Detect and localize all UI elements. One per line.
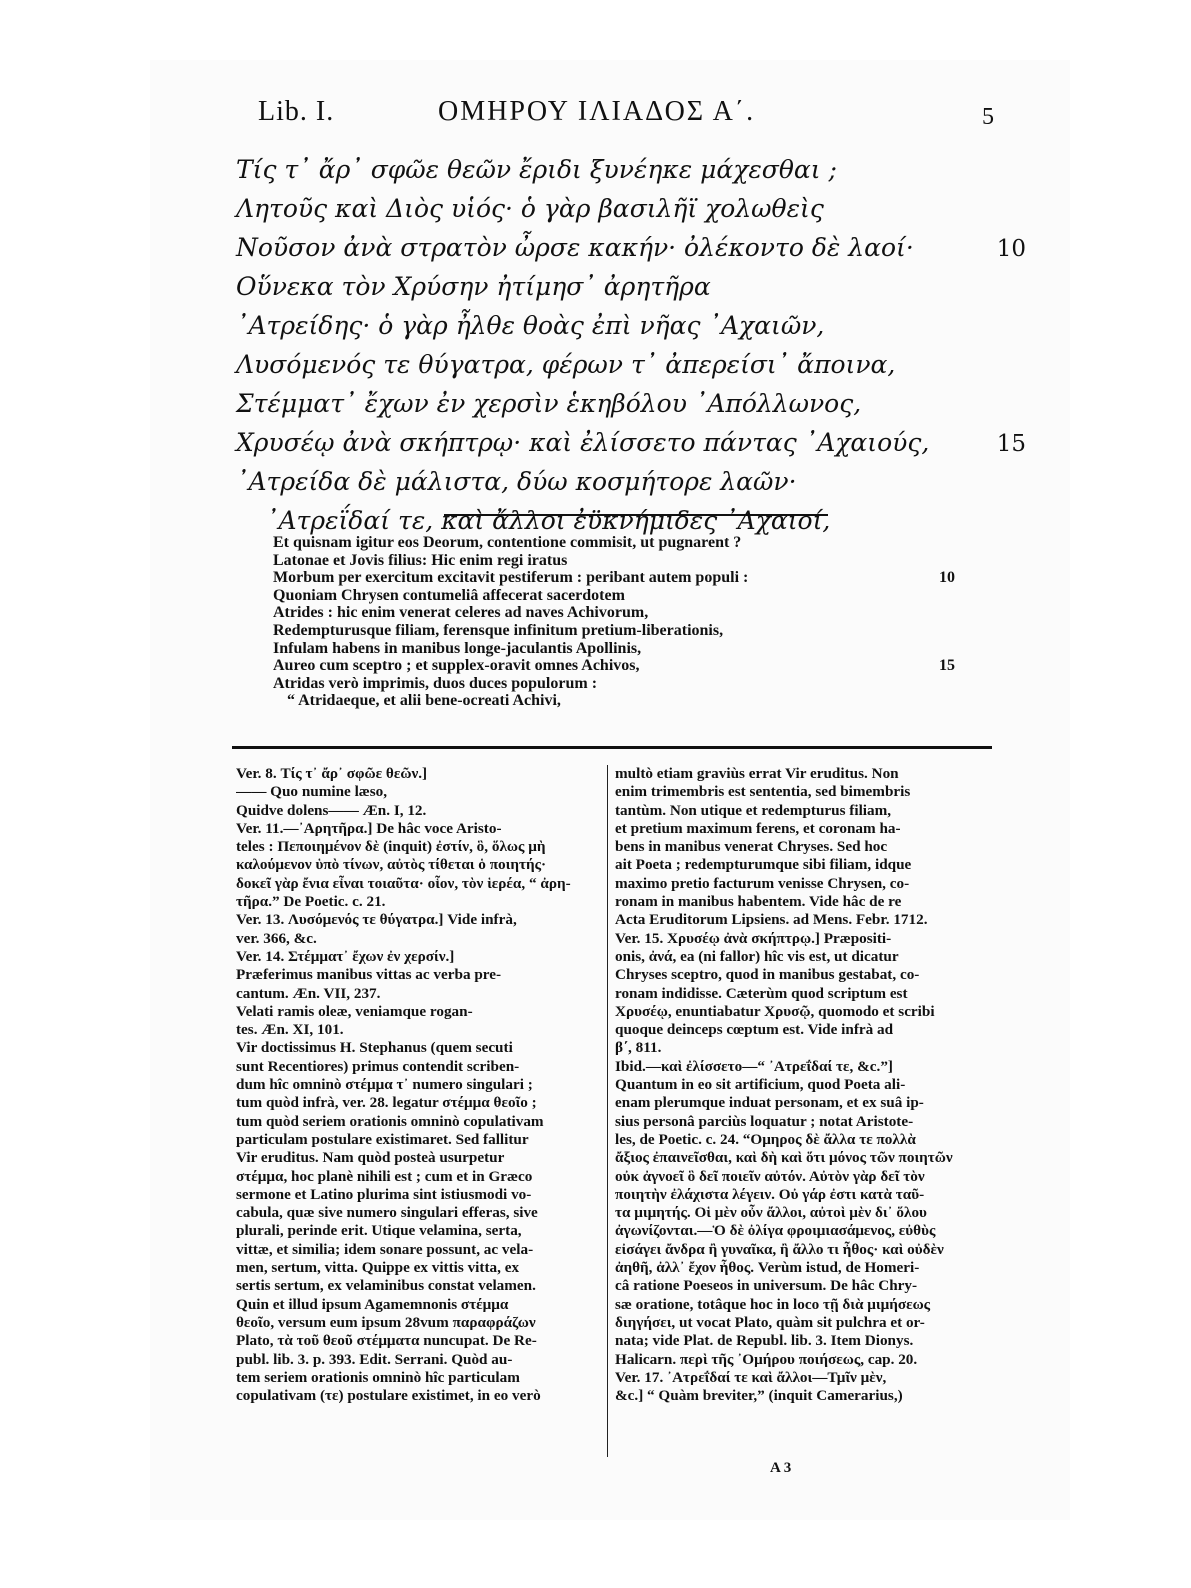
note-line: Vir doctissimus H. Stephanus (quem secuti <box>236 1039 513 1057</box>
greek-line: Λυσόμενός τε θύγατρα, φέρων τ᾽ ἀπερείσι᾽ ἄποινα, <box>236 350 896 379</box>
line-number: 15 <box>996 431 1026 457</box>
note-line: publ. lib. 3. p. 393. Edit. Serrani. Quòd au- <box>236 1350 513 1368</box>
note-line: men, sertum, vitta. Quippe ex vittis vitta, ex <box>236 1259 520 1277</box>
page-title: ΟΜΗΡΟΥ ΙΛΙΑΔΟΣ Α΄. <box>438 96 756 127</box>
note-line: Ibid.—καὶ ἐλίσσετο—“ ᾽Ατρεΐδαί τε, &c.”] <box>615 1057 893 1075</box>
note-line: ἄξιος ἐπαινεῖσθαι, καὶ δὴ καὶ ὅτι μόνος τῶν ποιητῶν <box>615 1149 953 1167</box>
line-number: 10 <box>939 569 955 587</box>
latin-line: “ Atridaeque, et alii bene-ocreati Achivi, <box>287 692 561 710</box>
note-line: tantùm. Non utique et redempturus filiam, <box>615 801 892 819</box>
signature-mark: A 3 <box>770 1460 792 1476</box>
latin-line: Atrides : hic enim venerat celeres ad naves Achivorum, <box>273 604 649 622</box>
greek-line: ᾽Ατρεΐδαί τε, καὶ ἄλλοι ἐϋκνήμιδες ᾽Αχαιοί, <box>266 506 831 535</box>
note-line: sertis sertum, ex velaminibus constat velamen. <box>236 1277 536 1295</box>
notes-right-column <box>615 765 987 1405</box>
page-number: 5 <box>982 104 994 130</box>
note-line: tum quòd infrà, ver. 28. legatur στέμμα θεοῖο ; <box>236 1094 537 1112</box>
note-line: τα μιμητής. Οἱ μὲν οὖν ἄλλοι, αὐτοὶ μὲν δι᾽ ὅλου <box>615 1204 927 1222</box>
note-line: ἀγωνίζονται.—Ὁ δὲ ὀλίγα φροιμιασάμενος, εὐθὺς <box>615 1222 936 1240</box>
note-line: sermone et Latino plurima sint istiusmodi vo- <box>236 1185 532 1203</box>
note-line: bens in manibus venerat Chryses. Sed hoc <box>615 838 888 856</box>
note-line: διηγήσει, ut vocat Plato, quàm sit pulchra et or- <box>615 1313 925 1331</box>
running-header <box>258 96 998 132</box>
notes-left-column <box>236 765 602 1405</box>
note-line: ἀηθῆ, ἀλλ᾽ ἔχον ἦθος. Verùm istud, de Homeri- <box>615 1259 920 1277</box>
note-line: et pretium maximum ferens, et coronam ha- <box>615 819 901 837</box>
note-line: στέμμα, hoc planè nihili est ; cum et in Græco <box>236 1167 533 1185</box>
note-line: Ver. 15. Χρυσέῳ ἀνὰ σκήπτρῳ.] Præpositi- <box>615 929 892 947</box>
note-line: θεοῖο, versum eum ipsum 28vum παραφράζων <box>236 1313 536 1331</box>
note-line: —— Quo numine læso, <box>236 783 388 801</box>
greek-line: ᾽Ατρείδα δὲ μάλιστα, δύω κοσμήτορε λαῶν· <box>236 467 797 496</box>
greek-line: ᾽Ατρείδης· ὁ γὰρ ἦλθε θοὰς ἐπὶ νῆας ᾽Αχαιῶν, <box>236 311 825 340</box>
note-line: β΄, 811. <box>615 1039 662 1057</box>
latin-line: Morbum per exercitum excitavit pestiferum : peribant autem populi : 10 <box>273 569 955 587</box>
note-line: Quin et illud ipsum Agamemnonis στέμμα <box>236 1295 509 1313</box>
latin-line: Et quisnam igitur eos Deorum, contentione commisit, ut pugnarent ? <box>273 534 742 551</box>
greek-verse-block <box>236 150 1026 540</box>
latin-line: Quoniam Chrysen contumeliâ affecerat sacerdotem <box>273 586 625 604</box>
note-line: ronam indidisse. Cæterùm quod scriptum est <box>615 984 908 1002</box>
note-line: Velati ramis oleæ, veniamque rogan- <box>236 1002 473 1020</box>
note-line: copulativam (τε) postulare existimet, in eo verò <box>236 1387 541 1405</box>
line-number: 15 <box>939 657 955 675</box>
note-line: καλούμενον ὑπὸ τίνων, αὐτὸς τίθεται ὁ ποιητής· <box>236 856 547 874</box>
note-line: tem seriem orationis omninò hîc particulam <box>236 1368 520 1386</box>
note-line: Vir eruditus. Nam quòd posteà usurpetur <box>236 1149 505 1167</box>
note-line: τῆρα.” De Poetic. c. 21. <box>236 893 386 911</box>
note-line: sius personâ parciùs loquatur ; notat Aristote- <box>615 1112 914 1130</box>
note-line: teles : Πεποιημένον δὲ (inquit) ἐστίν, ὃ, ὅλως μὴ <box>236 838 546 856</box>
greek-line: Χρυσέῳ ἀνὰ σκήπτρῳ· καὶ ἐλίσσετο πάντας ᾽Αχαιούς, 15 <box>236 423 1026 462</box>
book-label: Lib. I. <box>258 96 335 127</box>
note-line: Halicarn. περὶ τῆς ᾽Ομήρου ποιήσεως, cap. 20. <box>615 1350 918 1368</box>
note-line: ronam in manibus habentem. Vide hâc de re <box>615 893 902 911</box>
note-line: οὐκ ἀγνοεῖ ὃ δεῖ ποιεῖν αὐτόν. Αὐτὸν γὰρ δεῖ τὸν <box>615 1167 925 1185</box>
note-line: Præferimus manibus vittas ac verba pre- <box>236 966 502 984</box>
greek-line: Λητοῦς καὶ Διὸς υἱός· ὁ γὰρ βασιλῆϊ χολωθεὶς <box>236 194 824 223</box>
note-line: câ ratione Poeseos in universum. De hâc Chry- <box>615 1277 918 1295</box>
line-number: 10 <box>996 236 1026 262</box>
latin-line: Infulam habens in manibus longe-jaculantis Apollinis, <box>273 639 642 657</box>
note-line: sæ oratione, totâque hoc in loco τῇ διὰ μιμήσεως <box>615 1295 931 1313</box>
greek-line: Νοῦσον ἀνὰ στρατὸν ὦρσε κακήν· ὀλέκοντο δὲ λαοί· 10 <box>236 228 1026 267</box>
note-line: Ver. 17. ᾽Ατρεΐδαί τε καὶ ἄλλοι—Τμῖν μὲν, <box>615 1368 887 1386</box>
greek-line: Στέμματ᾽ ἔχων ἐν χερσὶν ἑκηβόλου ᾽Απόλλωνος, <box>236 389 862 418</box>
note-line: particulam postulare existimaret. Sed fallitur <box>236 1130 529 1148</box>
note-line: ποιητὴν ἐλάχιστα λέγειν. Οὐ γάρ ἐστι κατὰ ταῦ- <box>615 1185 925 1203</box>
note-line: Ver. 14. Στέμματ᾽ ἔχων ἐν χερσίν.] <box>236 947 455 965</box>
note-line: vittæ, et similia; idem sonare possunt, ac vela- <box>236 1240 534 1258</box>
note-line: Χρυσέῳ, enuntiabatur Χρυσῷ, quomodo et scribi <box>615 1002 935 1020</box>
greek-line: Τίς τ᾽ ἄρ᾽ σφῶε θεῶν ἔριδι ξυνέηκε μάχεσθαι ; <box>236 155 837 184</box>
note-line: Ver. 8. Τίς τ᾽ ἄρ᾽ σφῶε θεῶν.] <box>236 765 428 782</box>
note-line: les, de Poetic. c. 24. “Ομηρος δὲ ἄλλα τε πολλὰ <box>615 1130 916 1148</box>
note-line: nata; vide Plat. de Republ. lib. 3. Item Dionys. <box>615 1332 914 1350</box>
note-line: enim trimembris est sententia, sed bimembris <box>615 783 911 801</box>
note-line: Chryses sceptro, quod in manibus gestabat, co- <box>615 966 920 984</box>
latin-line: Aureo cum sceptro ; et supplex-oravit omnes Achivos, 15 <box>273 657 955 675</box>
note-line: ait Poeta ; redempturumque sibi filiam, idque <box>615 856 912 874</box>
note-line: &c.] “ Quàm breviter,” (inquit Camerarius,) <box>615 1387 903 1405</box>
latin-translation-block <box>273 534 965 710</box>
column-separator <box>607 765 608 1457</box>
note-line: Plato, τὰ τοῦ θεοῦ στέμματα nuncupat. De Re- <box>236 1332 537 1350</box>
note-line: multò etiam graviùs errat Vir eruditus. Non <box>615 765 899 782</box>
note-line: ver. 366, &c. <box>236 929 317 947</box>
note-line: Quantum in eo sit artificium, quod Poeta ali- <box>615 1076 906 1094</box>
section-divider <box>444 514 828 516</box>
note-line: Ver. 11.—᾽Αρητῆρα.] De hâc voce Aristo- <box>236 819 502 837</box>
note-line: dum hîc omninò στέμμα τ᾽ numero singulari ; <box>236 1076 533 1094</box>
note-line: cabula, quæ sive numero singulari efferas, sive <box>236 1204 538 1222</box>
note-line: tes. Æn. XI, 101. <box>236 1021 344 1039</box>
latin-line: Latonae et Jovis filius: Hic enim regi iratus <box>273 551 568 569</box>
note-line: Acta Eruditorum Lipsiens. ad Mens. Febr. 1712. <box>615 911 928 929</box>
greek-line: Οὕνεκα τὸν Χρύσην ἠτίμησ᾽ ἀρητῆρα <box>236 272 711 301</box>
latin-line: Redempturusque filiam, ferensque infinitum pretium-liberationis, <box>273 621 724 639</box>
note-line: Ver. 13. Λυσόμενός τε θύγατρα.] Vide infrà, <box>236 911 517 929</box>
note-line: sunt Recentiores) primus contendit scriben- <box>236 1057 520 1075</box>
note-line: onis, ἀνά, ea (ni fallor) hîc vis est, ut dicatur <box>615 947 899 965</box>
note-line: maximo pretio facturum venisse Chrysen, co- <box>615 874 910 892</box>
note-line: quoque deinceps cœptum est. Vide infrà ad <box>615 1021 894 1039</box>
notes-divider <box>232 746 992 749</box>
note-line: Quidve dolens—— Æn. I, 12. <box>236 801 427 819</box>
note-line: εἰσάγει ἄνδρα ἢ γυναῖκα, ἢ ἄλλο τι ἦθος· καὶ οὐδὲν <box>615 1240 944 1258</box>
note-line: cantum. Æn. VII, 237. <box>236 984 381 1002</box>
note-line: enam plerumque induat personam, et ex suâ ip- <box>615 1094 924 1112</box>
note-line: tum quòd seriem orationis omninò copulativam <box>236 1112 544 1130</box>
note-line: plurali, perinde erit. Utique velamina, serta, <box>236 1222 522 1240</box>
note-line: δοκεῖ γὰρ ἔνια εἶναι τοιαῦτα· οἷον, τὸν ἱερέα, “ ἀρη- <box>236 874 571 892</box>
latin-line: Atridas verò imprimis, duos duces populorum : <box>273 674 598 692</box>
